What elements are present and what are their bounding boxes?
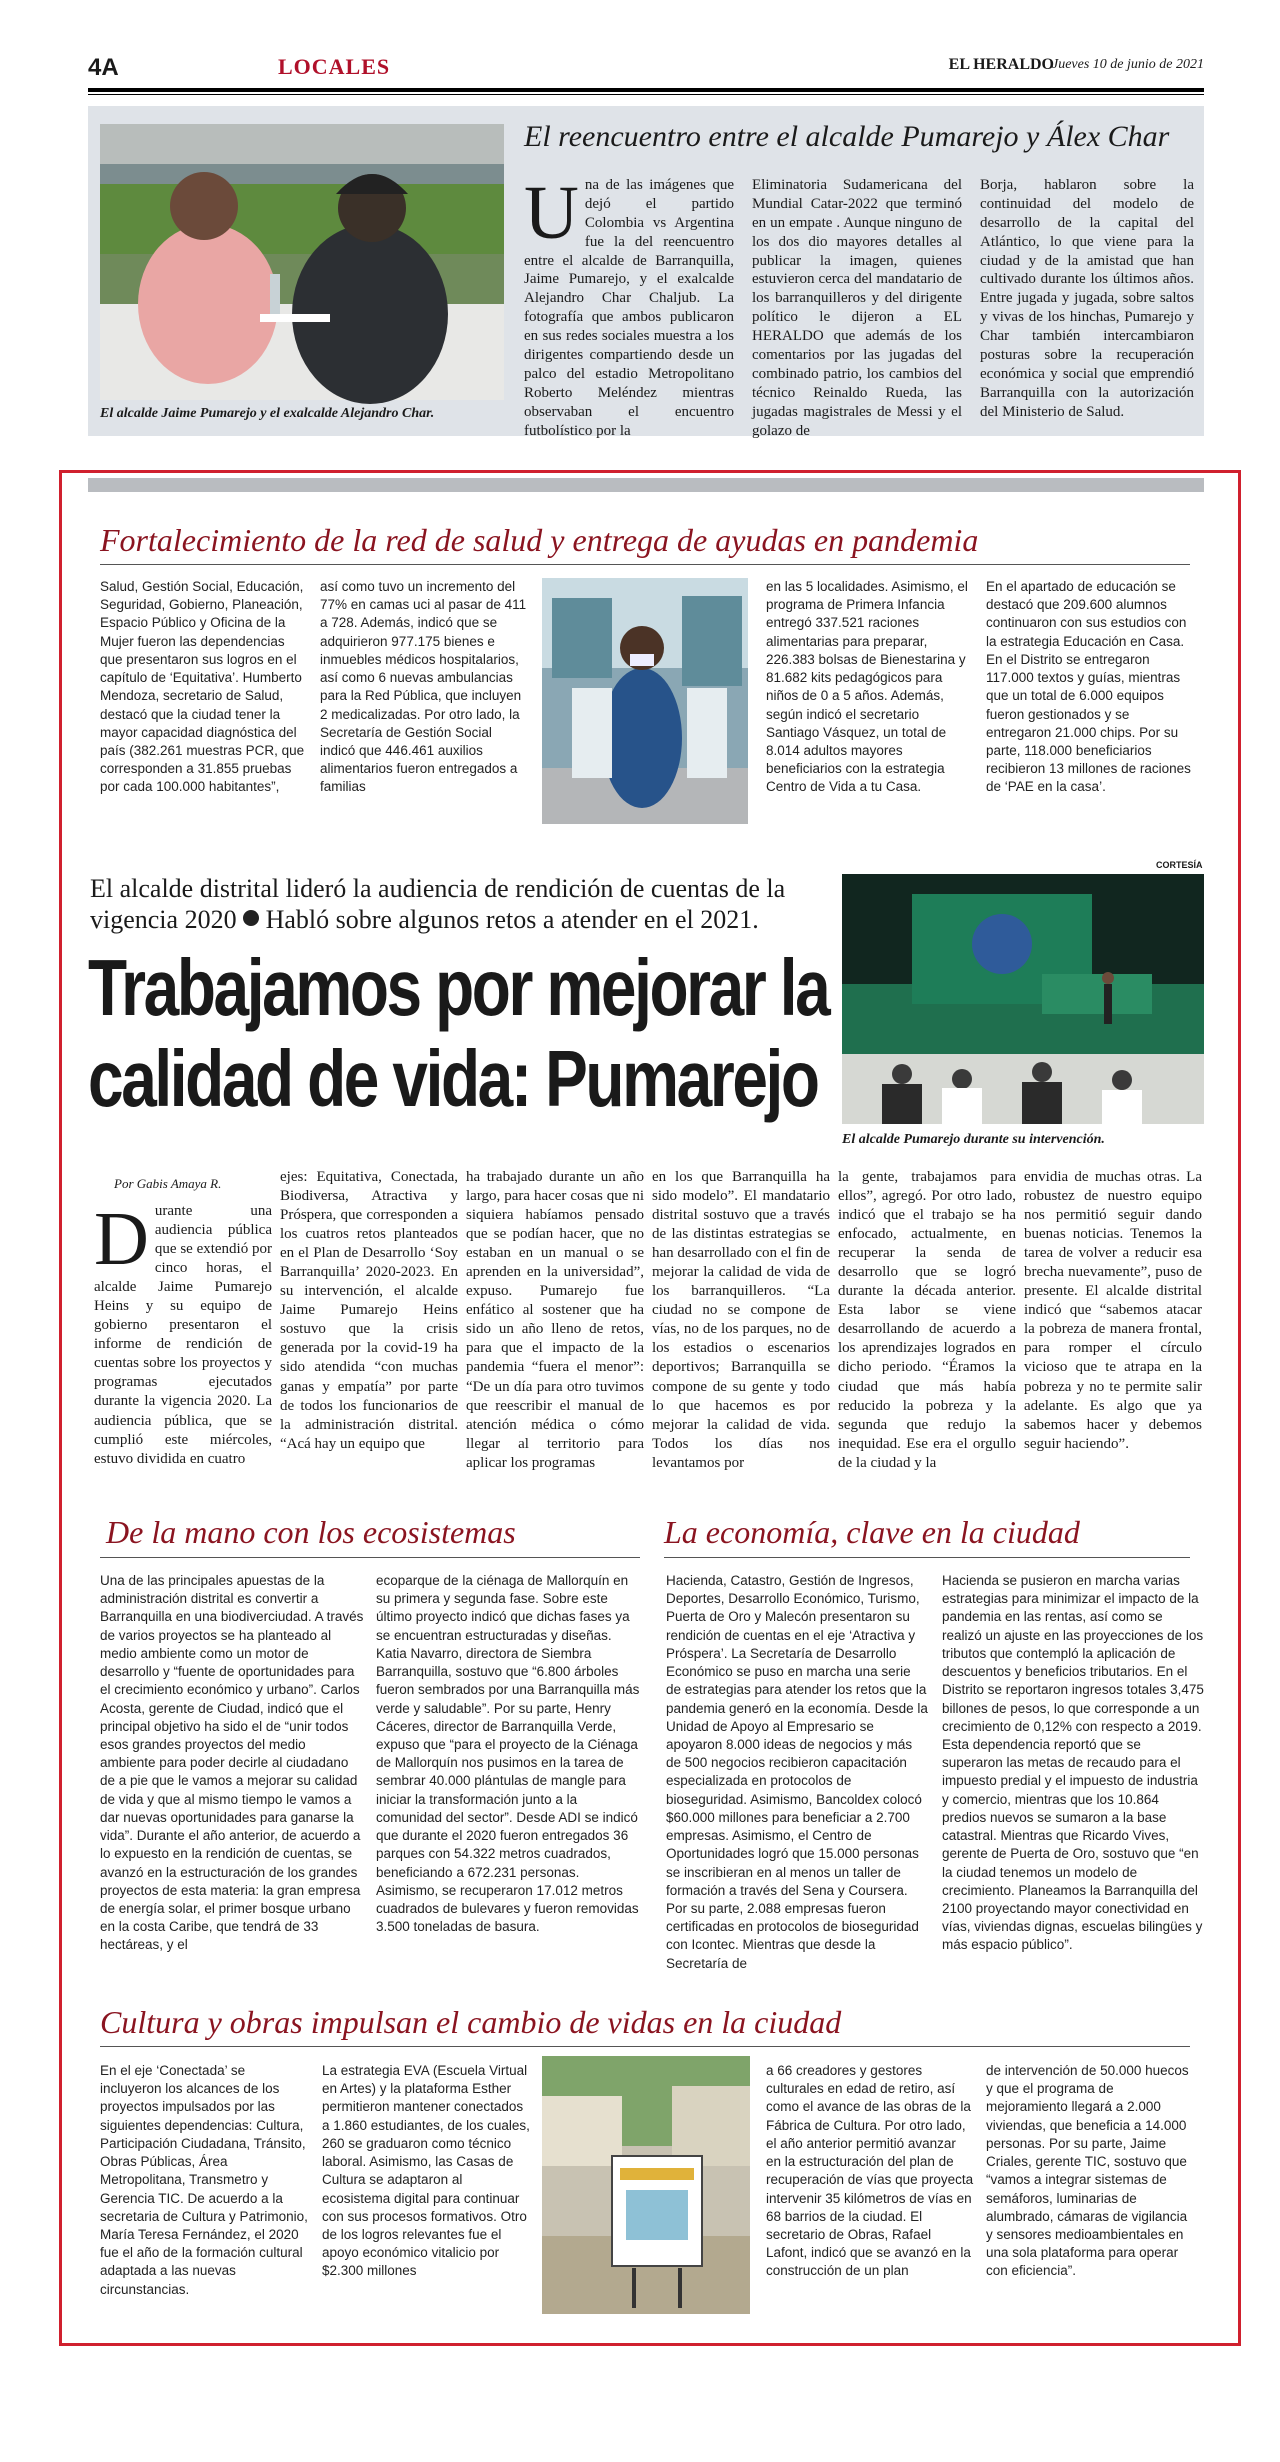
header-rule <box>88 88 1204 92</box>
article-column: Una de las principales apuestas de la administración distrital es convertir a Barranquilla en una biodiverciudad. A través de varios proyectos se ha planteado al medio ambiente como un motor de desarrollo y “fuente de oportunidades para el crecimiento económico y urbano”. Carlos Acosta, gerente de Ciudad, indicó que el principal objetivo ha sido el de “unir todos esos grandes proyectos del medio ambiente para poder decirle al ciudadano de a pie que le vamos a mejorar su calidad de vida y que al mismo tiempo le vamos a dar nuevas oportunidades para ganarse la vida”. Durante el año anterior, de acuerdo a lo expuesto en la rendición de cuentas, se avanzó en la estructuración de los grandes proyectos de esta materia: la gran empresa de energía solar, el primer bosque urbano en la costa Caribe, que tendrá de 33 hectáreas, y el <box>100 1573 364 1953</box>
top-story-box <box>88 106 1204 439</box>
photo-credit: CORTESÍA <box>1156 860 1203 870</box>
article-column: Durante una audiencia pública que se extendió por cinco horas, el alcalde Jaime Pumarejo Heins y su equipo de gobierno presentaron el informe de rendición de cuentas sobre los proyectos y programas ejecutados durante la vigencia 2020. La audiencia pública, que se cumplió este miércoles, estuvo dividida en cuatro <box>94 1197 272 1467</box>
photo-caption: El alcalde Pumarejo durante su intervención. <box>842 1132 1105 1147</box>
section-rule <box>100 1557 640 1558</box>
article-column: Eliminatoria Sudamericana del Mundial Catar-2022 que terminó en un empate . Aunque ninguno de los dos dio mayores detalles al publicar la imagen, quienes estuvieron cerca del mandatario de los barranquilleros y del dirigente político le dijeron a EL HERALDO que además de los comentarios por las jugadas del combinado patrio, los cambios del técnico Reinaldo Rueda, las jugadas magistrales de Messi y el golazo de <box>752 177 962 439</box>
article-column: ejes: Equitativa, Conectada, Biodiversa, Atractiva y Próspera, que corresponden a los cuatros retos planteados en el Plan de Desarrollo ‘Soy Barranquilla’ 2020-2023. En su intervención, el alcalde Jaime Pumarejo Heins sostuvo que la crisis generada por la covid-19 ha sido atendida “con muchas ganas y empatía” por parte de todos los funcionarios de la administración distrital. “Acá hay un equipo que <box>280 1169 458 1452</box>
section-rule <box>100 2046 1190 2047</box>
article-column: de intervención de 50.000 huecos y que el programa de mejoramiento llegará a 2.000 viviendas, que beneficia a 14.000 personas. Por su parte, Jaime Criales, gerente TIC, sostuvo que “vamos a integrar sistemas de semáforos, luminarias de alumbrado, cámaras de vigilancia y sensores medioambientales en una sola plataforma para operar con eficiencia”. <box>986 2063 1189 2279</box>
ecosystems-section-title: De la mano con los ecosistemas <box>106 1514 516 1550</box>
issue-date: Jueves 10 de junio de 2021 <box>1051 57 1204 72</box>
health-photo <box>542 578 748 824</box>
lead-headline: Trabajamos por mejorar la calidad de vida: Pumarejo <box>88 943 829 1124</box>
event-photo <box>842 874 1204 1124</box>
article-column: en los que Barranquilla ha sido modelo”. El mandatario distrital sostuvo que a través de las distintas estrategias se han desarrollado con el fin de mejorar la calidad de vida de los barranquilleros. “La ciudad no se compone de vías, no de los parques, no de los estadios o escenarios deportivos; Barranquilla se compone de su gente y todo lo que hacemos es por mejorar la calidad de vida. Todos los días nos levantamos por <box>652 1169 830 1471</box>
article-column: En el apartado de educación se destacó que 209.600 alumnos continuaron con sus estudios con la estrategia Educación en Casa. En el Distrito se entregaron 117.000 textos y guías, mientras que un total de 6.000 equipos fueron gestionados y se entregaron 21.000 chips. Por su parte, 118.000 beneficiarios recibieron 13 millones de raciones de ‘PAE en la casa’. <box>986 579 1191 795</box>
top-story-title: El reencuentro entre el alcalde Pumarejo y Álex Char <box>524 120 1170 153</box>
article-column: Una de las imágenes que dejó el partido Colombia vs Argentina fue la del reencuentro entre el alcalde de Barranquilla, Jaime Pumarejo, y el exalcalde Alejandro Char Chaljub. La fotografía que ambos publicaron en sus redes sociales muestra a los dirigentes compartiendo desde un palco del estadio Metropolitano Roberto Meléndez mientras observaban el encuentro futbolístico por la <box>524 171 734 439</box>
newspaper-name: EL HERALDO <box>948 56 1054 73</box>
economy-section-title: La economía, clave en la ciudad <box>664 1514 1080 1550</box>
header-rule-thin <box>88 94 1204 95</box>
article-column: Salud, Gestión Social, Educación, Seguridad, Gobierno, Planeación, Espacio Público y Oficina de la Mujer fueron las dependencias que presentaron sus logros en el capítulo de ‘Equitativa’. Humberto Mendoza, secretario de Salud, destacó que la ciudad tener la mayor capacidad diagnóstica del país (382.261 muestras PCR, que corresponden a 31.855 pruebas por cada 100.000 habitantes”, <box>100 579 305 795</box>
photo-caption: El alcalde Jaime Pumarejo y el exalcalde Alejandro Char. <box>100 406 435 421</box>
article-column: Hacienda se pusieron en marcha varias estrategias para minimizar el impacto de la pandemia en las rentas, así como se realizó un ajuste en las proyecciones de los tributos que contempló la aplicación de descuentos y beneficios tributarios. En el Distrito se reportaron ingresos totales 3,475 billones de pesos, lo que corresponde a un crecimiento de 0,12% con respecto a 2019. Esta dependencia reportó que se superaron las metas de recaudo para el impuesto predial y el impuesto de industria y comercio, mientras que los 10.864 predios nuevos se sumaron a la base catastral. Mientras que Ricardo Vives, gerente de Puerta de Oro, sostuvo que “en la ciudad tenemos un modelo de crecimiento. Planeamos la Barranquilla del 2100 proyectando mayor conectividad en vías, viviendas dignas, escuelas bilingües y más espacio público”. <box>942 1573 1204 1953</box>
article-column: así como tuvo un incremento del 77% en camas uci al pasar de 411 a 728. Además, indicó que se adquirieron 977.175 bienes e inmuebles médicos hospitalarios, así como 6 nuevas ambulancias para la Red Pública, que incluyen 2 medicalizadas. Por otro lado, la Secretaría de Gestión Social indicó que 446.461 auxilios alimentarios fueron entregados a familias <box>320 579 527 795</box>
article-column: ecoparque de la ciénaga de Mallorquín en su primera y segunda fase. Sobre este último proyecto indicó que dichas fases ya se encuentran estructuradas y diseñas. Katia Navarro, directora de Siembra Barranquilla, sostuvo que “6.800 árboles fueron sembrados por una Barranquilla más verde y saludable”. Por su parte, Henry Cáceres, director de Barranquilla Verde, expuso que “para el proyecto de la Ciénaga de Mallorquín nos pusimos en la tarea de sembrar 40.000 plántulas de mangle para iniciar la transformación junto a la comunidad del sector”. Desde ADI se indicó que durante el 2020 fueron entregados 36 parques con 54.322 metros cuadrados, beneficiando a 672.231 personas. Asimismo, se recuperaron 17.012 metros cuadrados de bulevares y fueron removidas 3.500 toneladas de basura. <box>376 1573 640 1935</box>
article-column: a 66 creadores y gestores culturales en edad de retiro, así como el avance de las obras de la Fábrica de Cultura. Por otro lado, el año anterior permitió avanzar en la estructuración del plan de recuperación de vías que proyecta intervenir 35 kilómetros de vías en 68 barrios de la ciudad. El secretario de Obras, Rafael Lafont, indicó que se avanzó en la construcción de un plan <box>766 2063 974 2279</box>
grey-divider <box>88 478 1204 492</box>
byline: Por Gabis Amaya R. <box>114 1176 222 1191</box>
stadium-photo <box>100 124 504 400</box>
culture-section-title: Cultura y obras impulsan el cambio de vidas en la ciudad <box>100 2004 842 2040</box>
page-header <box>88 54 1204 94</box>
article-column: la gente, trabajamos para ellos”, agregó. Por otro lado, indicó que el trabajo se ha enfocado, actualmente, en recuperar la senda de desarrollo que se logró durante la década anterior. Esta labor se viene desarrollando de acuerdo a los aprendizajes logrados en dicho periodo. “Éramos la ciudad que más había reducido la pobreza y la segunda que redujo la inequidad. Ese era el orgullo de la ciudad y la <box>838 1169 1016 1471</box>
article-column: ha trabajado durante un año largo, para hacer cosas que ni siquiera habíamos pensado que se podían hacer, que no estaban en un manual o se aprenden en la universidad”, expuso. Pumarejo fue enfático al sostener que ha sido un año lleno de retos, para que el impacto de la pandemia “fuera el menor”: “De un día para otro tuvimos que reescribir el manual de atención médica o cómo llegar al territorio para aplicar los programas <box>466 1169 644 1471</box>
bullet-icon <box>243 910 259 926</box>
health-section-title: Fortalecimiento de la red de salud y entrega de ayudas en pandemia <box>100 522 979 558</box>
drop-cap: U <box>524 171 579 255</box>
article-column: en las 5 localidades. Asimismo, el programa de Primera Infancia entregó 337.521 raciones alimentarias para preparar, 226.383 bolsas de Bienestarina y 81.682 kits pedagógicos para niños de 0 a 5 años. Además, según indicó el secretario Santiago Vásquez, un total de 8.014 adultos mayores beneficiarios con la estrategia Centro de Vida a tu Casa. <box>766 579 968 795</box>
article-column: La estrategia EVA (Escuela Virtual en Artes) y la plataforma Esther permitieron mantener conectados a 1.860 estudiantes, de los cuales, 260 se graduaron como técnico laboral. Asimismo, las Casas de Cultura se adaptaron al ecosistema digital para continuar con sus procesos formativos. Otro de los logros relevantes fue el apoyo económico vitalicio por $2.300 millones <box>322 2063 530 2279</box>
section-rule <box>664 1557 1190 1558</box>
page-number: 4A <box>88 54 119 81</box>
article-column: Hacienda, Catastro, Gestión de Ingresos, Deportes, Desarrollo Económico, Turismo, Puerta de Oro y Malecón presentaron su rendición de cuentas en el eje ‘Atractiva y Próspera’. La Secretaría de Desarrollo Económico se puso en marcha una serie de estrategias para atender los retos que la pandemia generó en la economía. Desde la Unidad de Apoyo al Empresario se apoyaron 8.000 ideas de negocios y más de 500 negocios recibieron capacitación especializada en protocolos de bioseguridad. Asimismo, Bancoldex colocó $60.000 millones para beneficiar a 2.700 empresas. Asimismo, el Centro de Oportunidades logró que 15.000 personas se inscribieran en al menos un taller de formación a través del Sena y Coursera. Por su parte, 2.088 empresas fueron certificadas en protocolos de bioseguridad con Icontec. Mientras que desde la Secretaría de <box>666 1573 928 1971</box>
culture-photo <box>542 2056 750 2314</box>
lead-kicker: El alcalde distrital lideró la audiencia de rendición de cuentas de la vigencia 2020 Habló sobre algunos retos a atender en el 2021. <box>90 874 786 935</box>
article-column: En el eje ‘Conectada’ se incluyeron los alcances de los proyectos impulsados por las siguientes dependencias: Cultura, Participación Ciudadana, Tránsito, Obras Públicas, Área Metropolitana, Transmetro y Gerencia TIC. De acuerdo a la secretaria de Cultura y Patrimonio, María Teresa Fernández, el 2020 fue el año de la formación cultural adaptada a las nuevas circunstancias. <box>100 2063 308 2297</box>
section-rule <box>100 564 1190 565</box>
section-name: LOCALES <box>278 54 391 79</box>
article-column: Borja, hablaron sobre la continuidad del modelo de desarrollo de la capital del Atlántico, lo que viene para la ciudad y de la amistad que han cultivado durante los últimos años. Entre jugada y jugada, sobre saltos y vivas de los hinchas, Pumarejo y Char también intercambiaron posturas sobre la recuperación económica y social que emprendió Barranquilla con la autorización del Ministerio de Salud. <box>980 177 1194 420</box>
drop-cap: D <box>94 1197 149 1281</box>
article-column: envidia de muchas otras. La robustez de nuestro equipo nos permitió seguir dando buenas noticias. Tenemos la tarea de volver a reducir esa brecha nuevamente”, puso de presente. El alcalde distrital indicó que “sabemos atacar la pobreza de manera frontal, para romper el círculo vicioso que te atrapa en la pobreza y no te permite salir adelante. Es algo que ya sabemos hacer y debemos seguir haciendo”. <box>1024 1169 1202 1452</box>
